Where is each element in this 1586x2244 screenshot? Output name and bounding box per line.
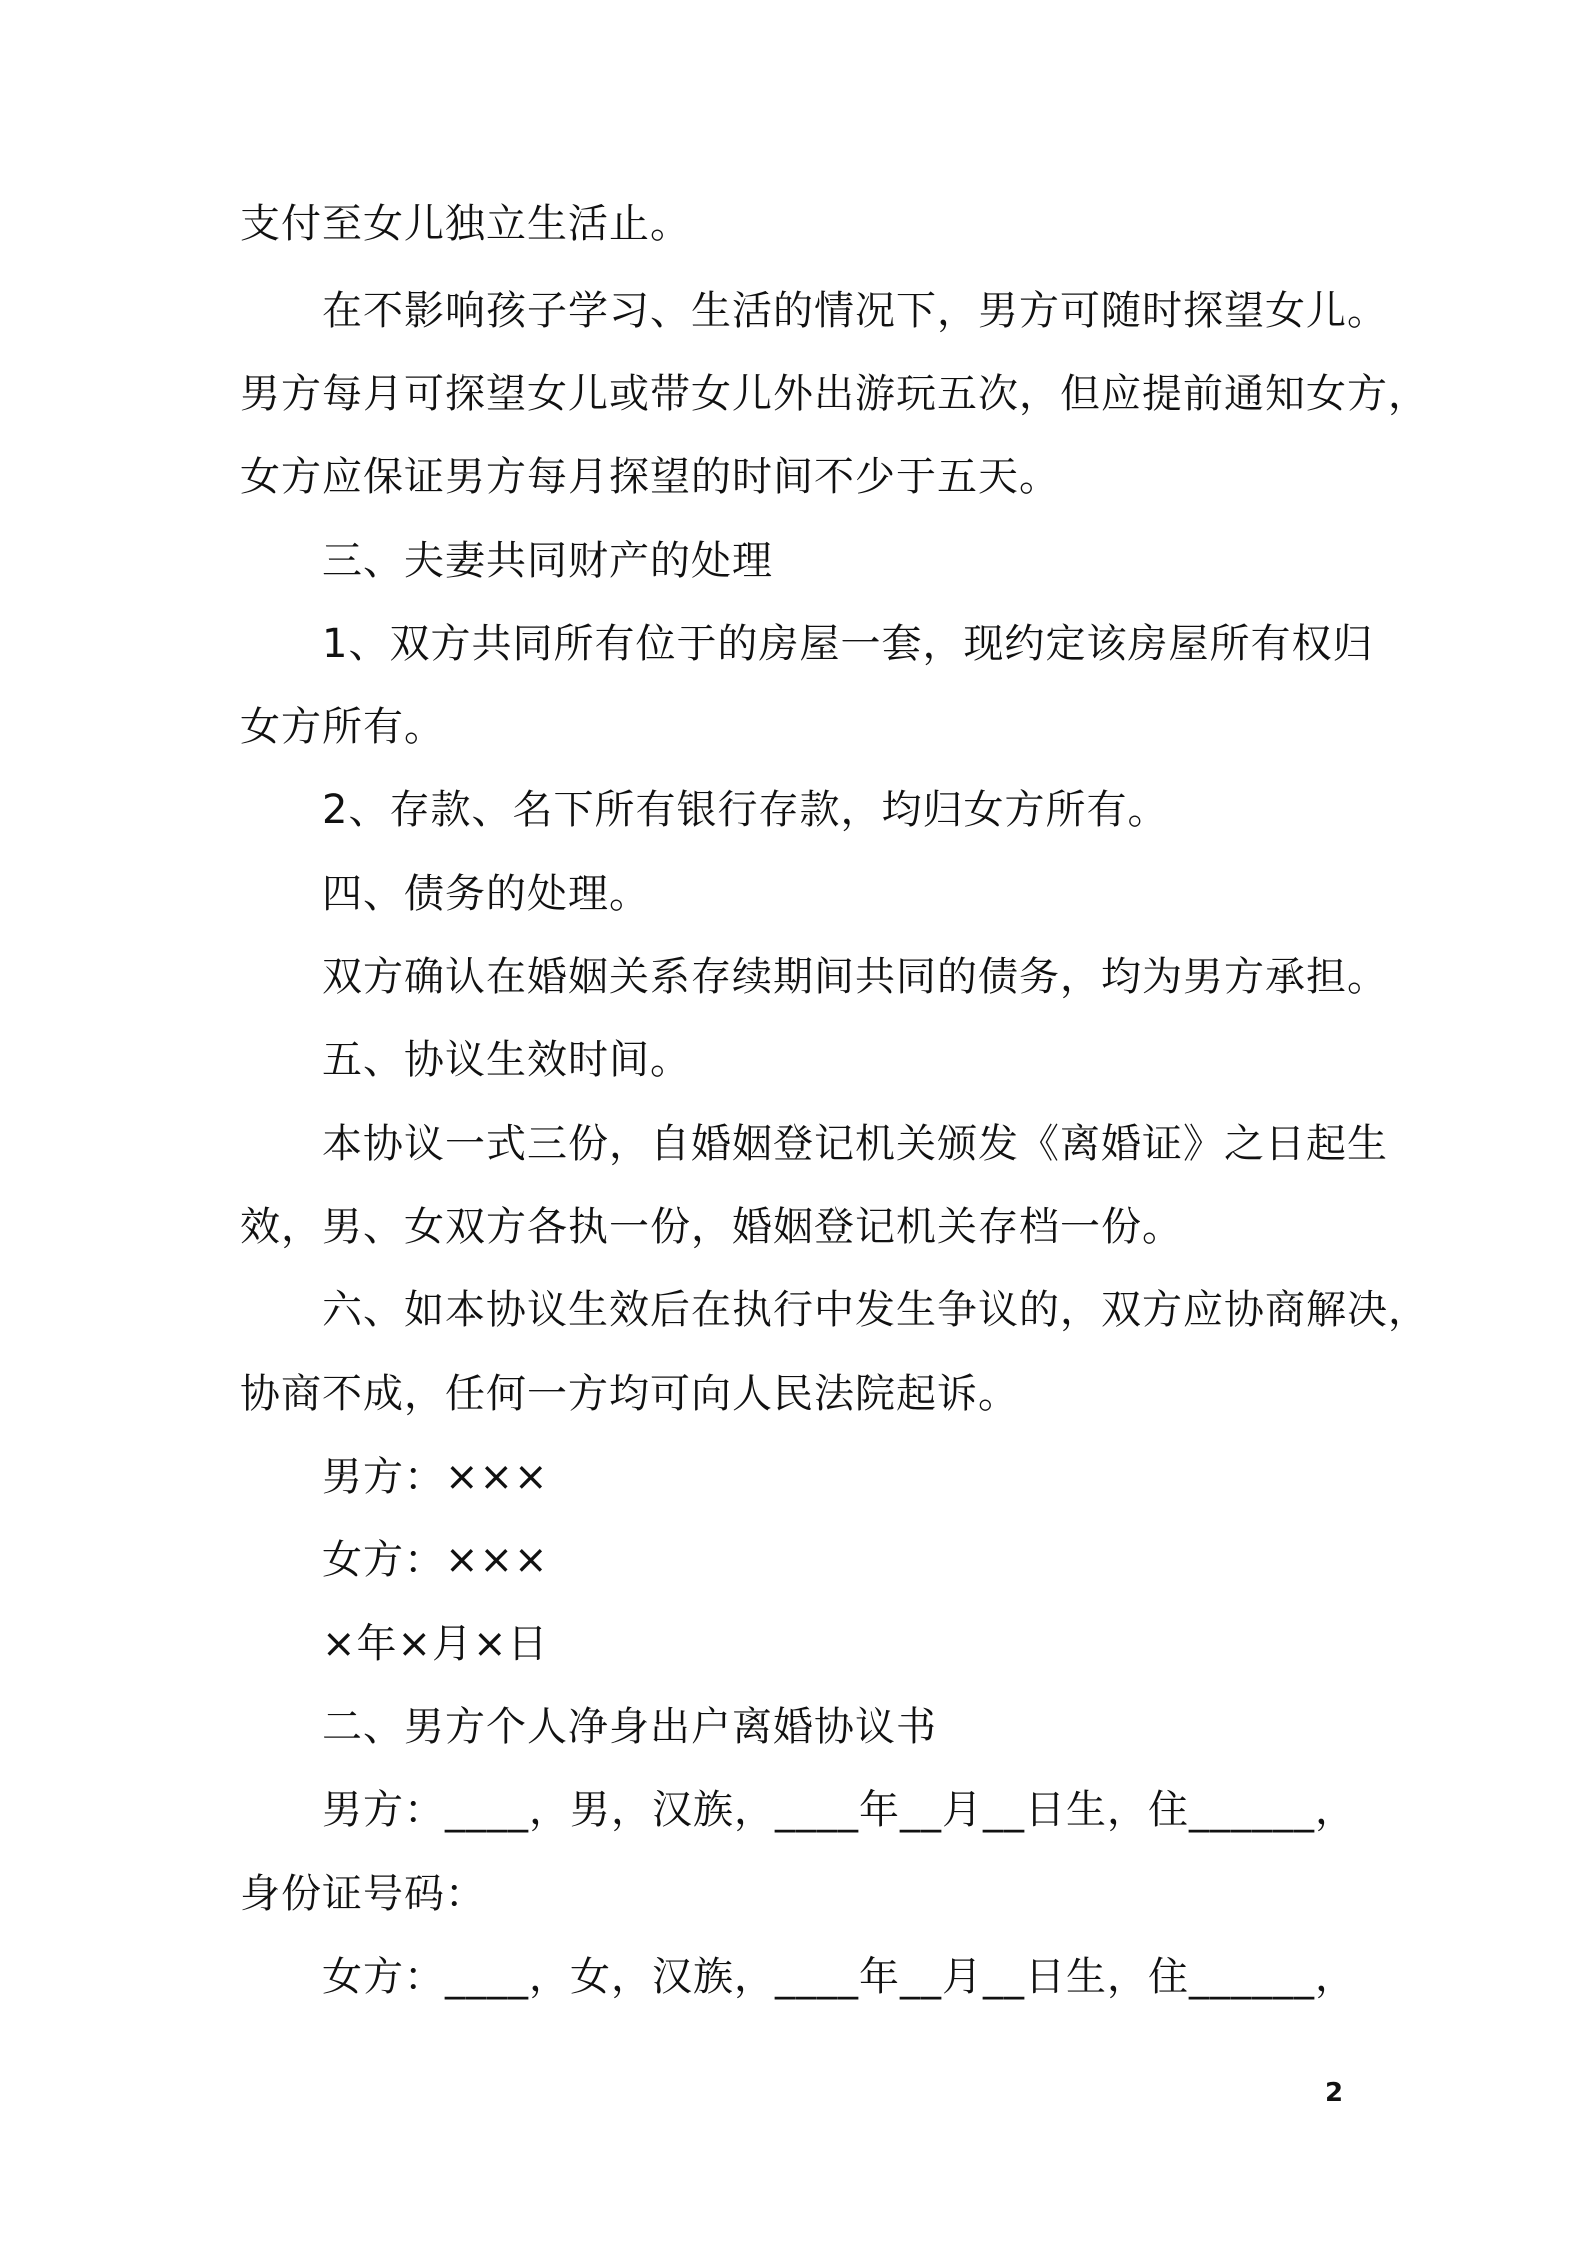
paragraph-line: 在不影响孩子学习、生活的情况下，男方可随时探望女儿。: [322, 288, 1388, 334]
paragraph-line: 女方应保证男方每月探望的时间不少于五天。: [240, 454, 1060, 500]
paragraph-line: 双方确认在婚姻关系存续期间共同的债务，均为男方承担。: [322, 954, 1388, 1000]
section-heading: 二、男方个人净身出户离婚协议书: [322, 1704, 937, 1750]
form-line-id: 身份证号码：: [240, 1871, 486, 1917]
paragraph-line: 协商不成，任何一方均可向人民法院起诉。: [240, 1371, 1019, 1417]
form-line-female: 女方：____，女，汉族，____年__月__日生，住______，: [322, 1954, 1356, 2000]
paragraph-line: 本协议一式三份，自婚姻登记机关颁发《离婚证》之日起生: [322, 1121, 1388, 1167]
paragraph-line: 男方每月可探望女儿或带女儿外出游玩五次，但应提前通知女方，: [240, 371, 1429, 417]
paragraph-line: 支付至女儿独立生活止。: [240, 201, 691, 247]
paragraph-line: 效，男、女双方各执一份，婚姻登记机关存档一份。: [240, 1204, 1183, 1250]
section-heading: 四、债务的处理。: [322, 871, 650, 917]
paragraph-line: 1、双方共同所有位于的房屋一套，现约定该房屋所有权归: [322, 621, 1374, 667]
signature-female: 女方：×××: [322, 1537, 549, 1583]
section-heading: 五、协议生效时间。: [322, 1037, 691, 1083]
page-number: 2: [1325, 2078, 1344, 2108]
paragraph-line: 女方所有。: [240, 704, 445, 750]
signature-male: 男方：×××: [322, 1454, 549, 1500]
section-heading: 三、夫妻共同财产的处理: [322, 538, 773, 584]
paragraph-line: 六、如本协议生效后在执行中发生争议的，双方应协商解决，: [322, 1287, 1429, 1333]
form-line-male: 男方：____，男，汉族，____年__月__日生，住______，: [322, 1787, 1356, 1833]
signature-date: ×年×月×日: [322, 1621, 549, 1667]
paragraph-line: 2、存款、名下所有银行存款，均归女方所有。: [322, 787, 1169, 833]
